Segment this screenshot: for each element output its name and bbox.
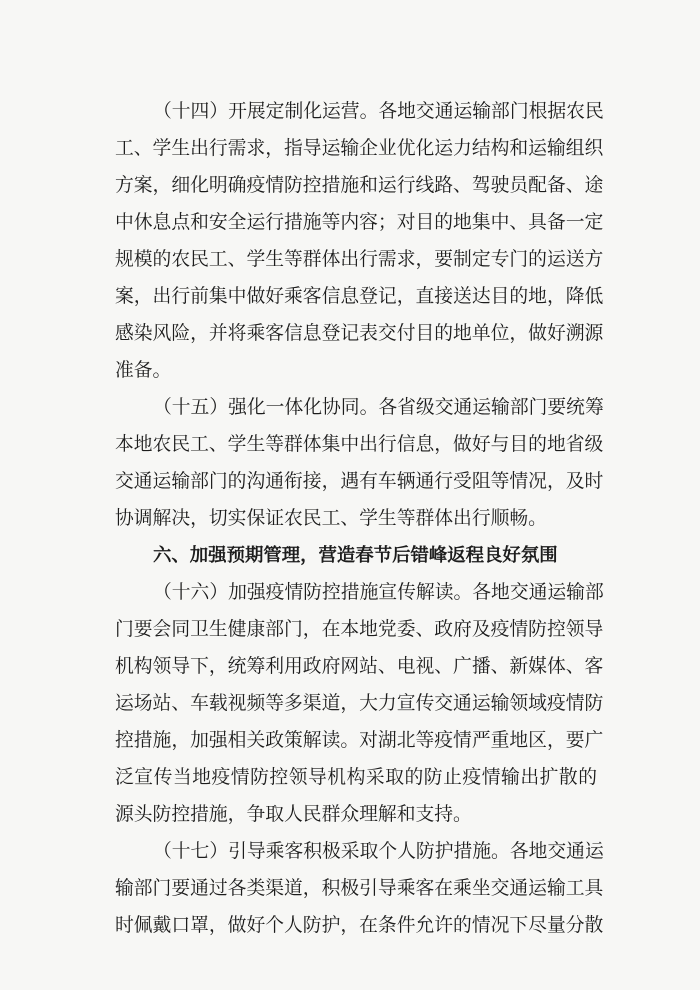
paragraph-16-line: 泛宣传当地疫情防控领导机构采取的防止疫情输出扩散的 [115,767,597,788]
paragraph-16-line: （十六）加强疫情防控措施宣传解读。各地交通运输部 [153,582,604,603]
paragraph-17-line: （十七）引导乘客积极采取个人防护措施。各地交通运 [153,841,604,862]
paragraph-14-line: 中休息点和安全运行措施等内容；对目的地集中、具备一定 [115,212,604,233]
paragraph-16-line: 机构领导下，统筹利用政府网站、电视、广播、新媒体、客 [115,656,604,677]
paragraph-16-line: 运场站、车载视频等多渠道，大力宣传交通运输领域疫情防 [115,693,604,714]
section-heading: 六、加强预期管理，营造春节后错峰返程良好氛围 [153,545,558,566]
paragraph-15-line: 本地农民工、学生等群体集中出行信息，做好与目的地省级 [115,434,604,455]
paragraph-15-line: 协调解决，切实保证农民工、学生等群体出行顺畅。 [115,508,547,529]
paragraph-14-line: 案，出行前集中做好乘客信息登记，直接送达目的地，降低 [115,286,604,307]
paragraph-14-line: 工、学生出行需求，指导运输企业优化运力结构和运输组织 [115,138,604,159]
paragraph-16-line: 源头防控措施，争取人民群众理解和支持。 [115,804,472,825]
paragraph-14-line: （十四）开展定制化运营。各地交通运输部门根据农民 [153,101,604,122]
paragraph-17-line: 输部门要通过各类渠道，积极引导乘客在乘坐交通运输工具 [115,878,604,899]
paragraph-16-line: 控措施，加强相关政策解读。对湖北等疫情严重地区，要广 [115,730,604,751]
paragraph-14-line: 感染风险，并将乘客信息登记表交付目的地单位，做好溯源 [115,323,604,344]
body-text [115,93,604,944]
paragraph-15-line: （十五）强化一体化协同。各省级交通运输部门要统筹 [153,397,604,418]
paragraph-15-line: 交通运输部门的沟通衔接，遇有车辆通行受阻等情况，及时 [115,471,604,492]
paragraph-14-line: 方案，细化明确疫情防控措施和运行线路、驾驶员配备、途 [115,175,604,196]
paragraph-16-line: 门要会同卫生健康部门，在本地党委、政府及疫情防控领导 [115,619,604,640]
paragraph-17-line: 时佩戴口罩，做好个人防护，在条件允许的情况下尽量分散 [115,915,604,936]
paragraph-14-line: 规模的农民工、学生等群体出行需求，要制定专门的运送方 [115,249,604,270]
paragraph-14-line: 准备。 [115,360,172,381]
